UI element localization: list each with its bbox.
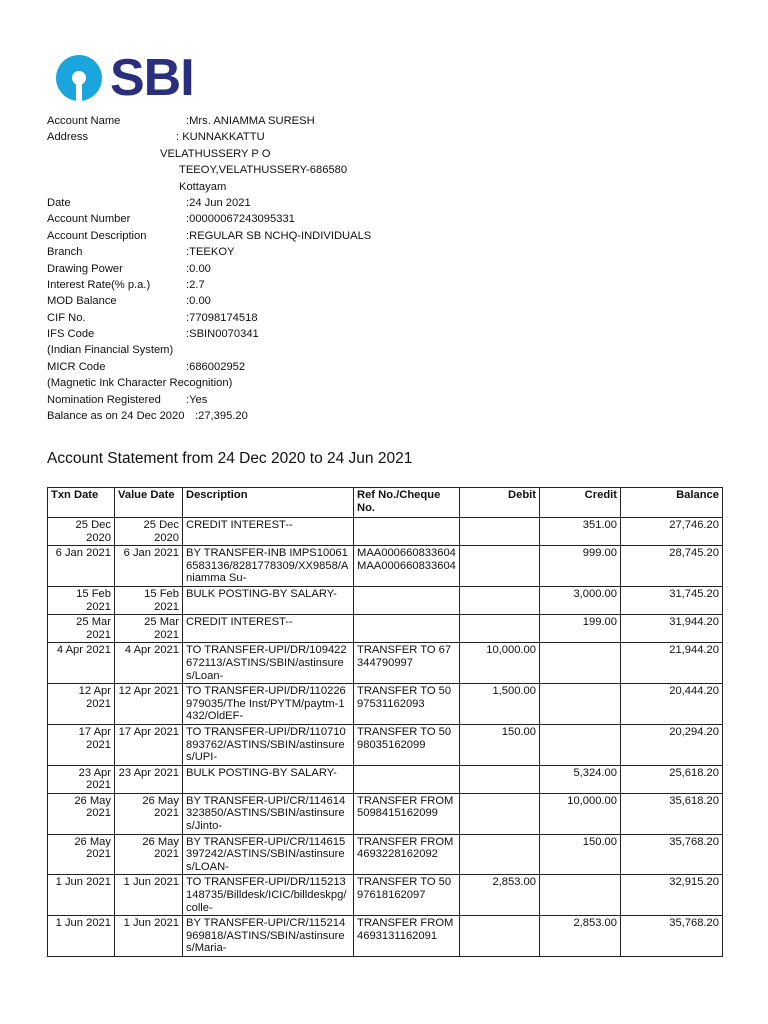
cell-value-date: 1 Jun 2021 <box>115 916 183 957</box>
cell-txn-date: 26 May 2021 <box>48 793 115 834</box>
cell-ref <box>354 518 460 546</box>
cell-credit <box>540 684 621 725</box>
cell-debit <box>460 916 540 957</box>
cif-value: :77098174518 <box>186 311 258 324</box>
cell-description: BY TRANSFER-UPI/CR/114614323850/ASTINS/SBIN/astinsures/Jinto- <box>183 793 354 834</box>
cell-ref: TRANSFER FROM 4693131162091 <box>354 916 460 957</box>
cell-txn-date: 12 Apr 2021 <box>48 684 115 725</box>
cell-credit: 351.00 <box>540 518 621 546</box>
cell-ref: TRANSFER TO 5098035162099 <box>354 724 460 765</box>
cell-description: TO TRANSFER-UPI/DR/109422672113/ASTINS/SBIN/astinsures/Loan- <box>183 643 354 684</box>
cell-debit <box>460 834 540 875</box>
cell-txn-date: 1 Jun 2021 <box>48 875 115 916</box>
account-name-value: :Mrs. ANIAMMA SURESH <box>186 115 315 127</box>
cell-debit: 1,500.00 <box>460 684 540 725</box>
cell-ref: TRANSFER TO 5097618162097 <box>354 875 460 916</box>
cell-debit: 10,000.00 <box>460 643 540 684</box>
cell-value-date: 15 Feb 2021 <box>115 586 183 614</box>
cell-value-date: 1 Jun 2021 <box>115 875 183 916</box>
table-row <box>48 724 723 765</box>
cell-txn-date: 23 Apr 2021 <box>48 765 115 793</box>
nomination-value: :Yes <box>186 393 208 406</box>
ifs-code-value: :SBIN0070341 <box>186 328 259 341</box>
table-row <box>48 546 723 587</box>
cell-ref: TRANSFER TO 5097531162093 <box>354 684 460 725</box>
statement-title: Account Statement from 24 Dec 2020 to 24 Jun 2021 <box>47 450 413 467</box>
table-row <box>48 793 723 834</box>
cell-credit: 2,853.00 <box>540 916 621 957</box>
cell-description: BY TRANSFER-UPI/CR/114615397242/ASTINS/SBIN/astinsures/LOAN- <box>183 834 354 875</box>
micr-code-value: :686002952 <box>186 360 246 373</box>
interest-rate-label: Interest Rate(% p.a.) <box>47 278 151 291</box>
header-credit: Credit <box>540 488 621 518</box>
branch-label: Branch <box>47 246 83 259</box>
cell-ref: MAA000660833604 MAA000660833604 <box>354 546 460 587</box>
cell-balance: 25,618.20 <box>621 765 723 793</box>
cell-description: CREDIT INTEREST-- <box>183 615 354 643</box>
cell-txn-date: 17 Apr 2021 <box>48 724 115 765</box>
micr-code-label: MICR Code <box>47 360 106 373</box>
cell-debit <box>460 765 540 793</box>
cell-txn-date: 26 May 2021 <box>48 834 115 875</box>
interest-rate-value: :2.7 <box>186 278 205 291</box>
address-line1: : KUNNAKKATTU <box>176 131 265 144</box>
transactions-body <box>48 518 723 957</box>
cell-txn-date: 1 Jun 2021 <box>48 916 115 957</box>
cif-label: CIF No. <box>47 311 86 324</box>
cell-txn-date: 15 Feb 2021 <box>48 586 115 614</box>
cell-credit: 3,000.00 <box>540 586 621 614</box>
cell-credit: 150.00 <box>540 834 621 875</box>
cell-credit: 199.00 <box>540 615 621 643</box>
cell-txn-date: 4 Apr 2021 <box>48 643 115 684</box>
table-row <box>48 684 723 725</box>
nomination-label: Nomination Registered <box>47 393 161 406</box>
cell-balance: 35,618.20 <box>621 793 723 834</box>
cell-debit: 150.00 <box>460 724 540 765</box>
account-description-label: Account Description <box>47 229 147 242</box>
cell-ref: TRANSFER FROM 4693228162092 <box>354 834 460 875</box>
cell-value-date: 26 May 2021 <box>115 834 183 875</box>
cell-txn-date: 25 Dec 2020 <box>48 518 115 546</box>
opening-balance-label: Balance as on 24 Dec 2020 <box>47 410 185 423</box>
cell-description: CREDIT INTEREST-- <box>183 518 354 546</box>
header-txn-date: Txn Date <box>48 488 115 518</box>
cell-credit: 10,000.00 <box>540 793 621 834</box>
cell-value-date: 17 Apr 2021 <box>115 724 183 765</box>
transactions-table <box>47 487 723 957</box>
header-ref: Ref No./Cheque No. <box>354 488 460 518</box>
table-row <box>48 834 723 875</box>
header-debit: Debit <box>460 488 540 518</box>
table-row <box>48 875 723 916</box>
date-label: Date <box>47 196 71 209</box>
cell-credit: 999.00 <box>540 546 621 587</box>
table-row <box>48 518 723 546</box>
cell-credit <box>540 724 621 765</box>
cell-balance: 31,944.20 <box>621 615 723 643</box>
branch-value: :TEEKOY <box>186 246 235 259</box>
header-description: Description <box>183 488 354 518</box>
cell-description: BULK POSTING-BY SALARY- <box>183 765 354 793</box>
cell-balance: 20,294.20 <box>621 724 723 765</box>
cell-balance: 35,768.20 <box>621 834 723 875</box>
cell-value-date: 25 Dec 2020 <box>115 518 183 546</box>
cell-debit <box>460 615 540 643</box>
cell-txn-date: 25 Mar 2021 <box>48 615 115 643</box>
cell-value-date: 23 Apr 2021 <box>115 765 183 793</box>
cell-balance: 27,746.20 <box>621 518 723 546</box>
cell-debit <box>460 586 540 614</box>
drawing-power-label: Drawing Power <box>47 262 123 275</box>
drawing-power-value: :0.00 <box>186 262 211 275</box>
account-description-value: :REGULAR SB NCHQ-INDIVIDUALS <box>186 229 372 242</box>
cell-credit <box>540 643 621 684</box>
cell-balance: 28,745.20 <box>621 546 723 587</box>
cell-description: BULK POSTING-BY SALARY- <box>183 586 354 614</box>
mod-balance-label: MOD Balance <box>47 295 117 308</box>
account-number-value: :00000067243095331 <box>186 213 295 226</box>
cell-credit: 5,324.00 <box>540 765 621 793</box>
table-row <box>48 916 723 957</box>
cell-ref: TRANSFER TO 67344790997 <box>354 643 460 684</box>
cell-ref <box>354 615 460 643</box>
cell-balance: 21,944.20 <box>621 643 723 684</box>
table-row <box>48 586 723 614</box>
cell-description: TO TRANSFER-UPI/DR/110226979035/The Inst/PYTM/paytm-1432/OldEF- <box>183 684 354 725</box>
micr-note: (Magnetic Ink Character Recognition) <box>47 377 233 390</box>
date-value: :24 Jun 2021 <box>186 196 251 209</box>
cell-balance: 31,745.20 <box>621 586 723 614</box>
cell-ref <box>354 586 460 614</box>
header-value-date: Value Date <box>115 488 183 518</box>
sbi-keyhole-icon <box>54 53 104 103</box>
opening-balance-value: :27,395.20 <box>195 410 248 423</box>
ifs-note: (Indian Financial System) <box>47 344 174 357</box>
cell-value-date: 12 Apr 2021 <box>115 684 183 725</box>
table-row <box>48 765 723 793</box>
address-line3: TEEOY,VELATHUSSERY-686580 <box>179 164 348 177</box>
header-balance: Balance <box>621 488 723 518</box>
table-row <box>48 643 723 684</box>
cell-value-date: 26 May 2021 <box>115 793 183 834</box>
ifs-code-label: IFS Code <box>47 328 95 341</box>
cell-description: BY TRANSFER-INB IMPS100616583136/8281778309/XX9858/Aniamma Su- <box>183 546 354 587</box>
sbi-logo <box>54 49 194 107</box>
cell-credit <box>540 875 621 916</box>
cell-value-date: 25 Mar 2021 <box>115 615 183 643</box>
cell-ref: TRANSFER FROM 5098415162099 <box>354 793 460 834</box>
cell-description: TO TRANSFER-UPI/DR/110710893762/ASTINS/SBIN/astinsures/UPI- <box>183 724 354 765</box>
cell-debit <box>460 518 540 546</box>
cell-value-date: 6 Jan 2021 <box>115 546 183 587</box>
cell-debit <box>460 793 540 834</box>
address-line2: VELATHUSSERY P O <box>160 147 271 160</box>
logo-text: SBI <box>110 49 194 107</box>
cell-debit: 2,853.00 <box>460 875 540 916</box>
cell-description: BY TRANSFER-UPI/CR/115214969818/ASTINS/SBIN/astinsures/Maria- <box>183 916 354 957</box>
table-header-row <box>48 488 723 518</box>
cell-balance: 20,444.20 <box>621 684 723 725</box>
mod-balance-value: :0.00 <box>186 295 211 308</box>
account-name-label: Account Name <box>47 115 121 127</box>
cell-balance: 35,768.20 <box>621 916 723 957</box>
account-number-label: Account Number <box>47 213 131 226</box>
cell-txn-date: 6 Jan 2021 <box>48 546 115 587</box>
cell-value-date: 4 Apr 2021 <box>115 643 183 684</box>
table-row <box>48 615 723 643</box>
cell-balance: 32,915.20 <box>621 875 723 916</box>
cell-description: TO TRANSFER-UPI/DR/115213148735/Billdesk/ICIC/billdeskpg/colle- <box>183 875 354 916</box>
address-label: Address <box>47 131 89 144</box>
cell-debit <box>460 546 540 587</box>
cell-ref <box>354 765 460 793</box>
address-line4: Kottayam <box>179 180 227 193</box>
